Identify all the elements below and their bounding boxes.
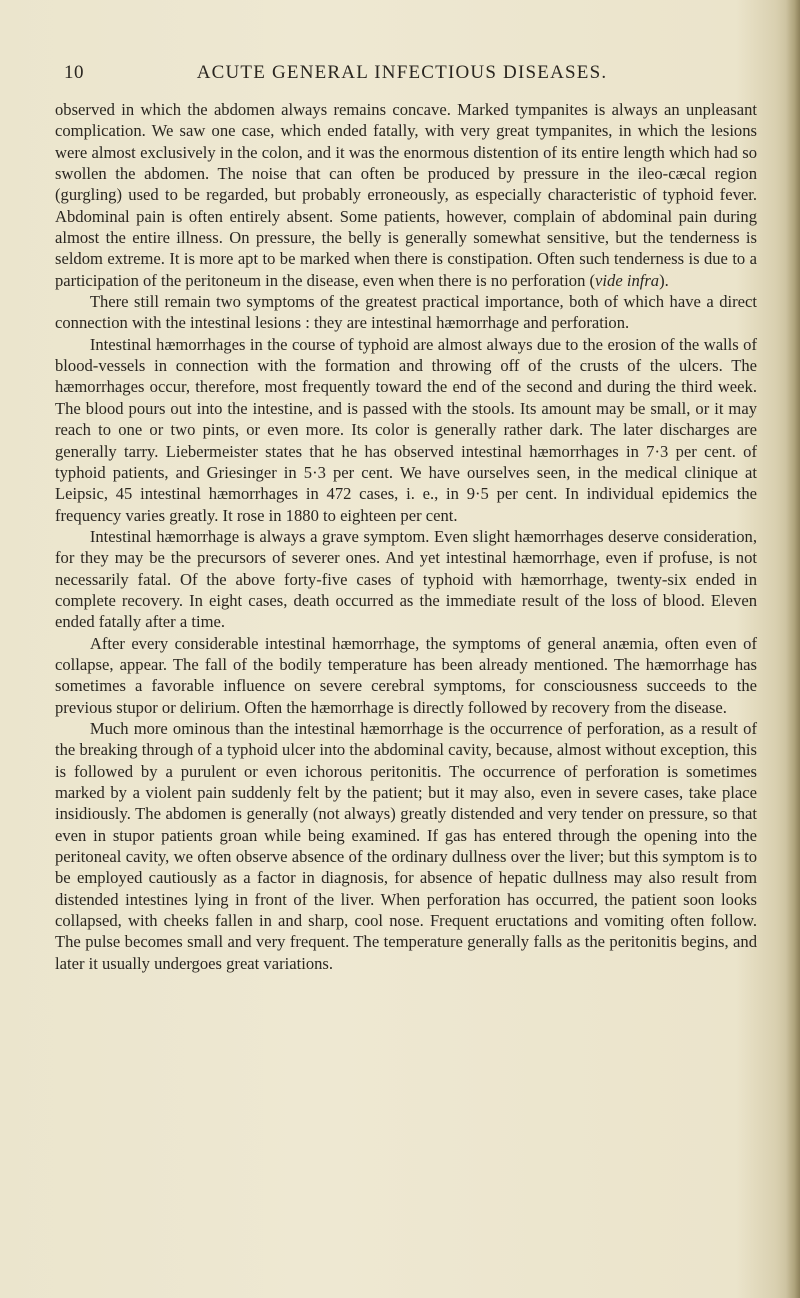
paragraph-2: There still remain two symptoms of the greatest practical importance, both of which have a direct connection with the intestinal lesions : they are intestinal hæmorrhage and perforation.: [55, 292, 757, 333]
page-edge-shadow: [786, 0, 800, 1298]
paragraph-1-tail: ).: [659, 270, 669, 290]
paragraph-1-italic: vide infra: [595, 270, 660, 290]
paragraph-6: Much more ominous than the intestinal hæmorrhage is the occurrence of perforation, as a result of the breaking through of a typhoid ulcer into the abdominal cavity, because, almost without exception, this is followed by a purulent or even ichorous peritonitis. The occurrence of perforation is sometimes marked by a violent pain suddenly felt by the patient; but it may also, even in severe cases, take place insidiously. The abdomen is generally (not always) greatly distended and very tender on pressure, so that even in stupor patients groan while being examined. If gas has entered through the opening into the peritoneal cavity, we often observe absence of the ordinary dullness over the liver; but this symptom is to be employed cautiously as a factor in diagnosis, for absence of hepatic dullness may also result from distended intestines lying in front of the liver. When perforation has occurred, the patient soon looks collapsed, with cheeks fallen in and sharp, cool nose. Frequent eructations and vomiting often follow. The pulse becomes small and very frequent. The temperature generally falls as the peritonitis begins, and later it usually undergoes great variations.: [55, 718, 757, 973]
page-number: 10: [64, 62, 84, 83]
paragraph-5: After every considerable intestinal hæmorrhage, the symptoms of general anæmia, often even of collapse, appear. The fall of the bodily temperature has been already mentioned. The hæmorrhage has sometimes a favorable influence on severe cerebral symptoms, for consciousness succeeds to the previous stupor or delirium. Often the hæmorrhage is directly followed by recovery from the disease.: [55, 633, 757, 717]
paragraph-1-text: observed in which the abdomen always remains concave. Marked tympanites is always an unpleasant complication. We saw one case, which ended fatally, with very great tympanites, in which the lesions were almost exclusively in the colon, and it was the enormous distention of its entire length which had so swollen the abdomen. The noise that can often be produced by pressure in the ileo-cæcal region (gurgling) used to be regarded, but probably erroneously, as especially characteristic of typhoid fever. Abdominal pain is often entirely absent. Some patients, however, complain of abdominal pain during almost the entire illness. On pressure, the belly is generally somewhat sensitive, but the tenderness is seldom extreme. It is more apt to be marked when there is constipation. Often such tenderness is due to a participation of the peritoneum in the disease, even when there is no perforation (: [55, 100, 757, 290]
running-title: ACUTE GENERAL INFECTIOUS DISEASES.: [196, 62, 608, 83]
running-head: [52, 62, 752, 88]
body-text: [55, 99, 757, 974]
paragraph-1: [55, 99, 757, 291]
paragraph-3: Intestinal hæmorrhages in the course of typhoid are almost always due to the erosion of the walls of blood-vessels in connection with the formation and throwing off of the crusts of the ulcers. The hæmorrhages occur, therefore, most frequently toward the end of the second and during the third week. The blood pours out into the intestine, and is passed with the stools. Its amount may be small, or it may reach to one or two pints, or even more. Its color is generally rather dark. The later discharges are generally tarry. Liebermeister states that he has observed intestinal hæmorrhages in 7·3 per cent. of typhoid patients, and Griesinger in 5·3 per cent. We have ourselves seen, in the medical clinique at Leipsic, 45 intestinal hæmorrhages in 472 cases, i. e., in 9·5 per cent. In individual epidemics the frequency varies greatly. It rose in 1880 to eighteen per cent.: [55, 334, 757, 525]
paragraph-4: Intestinal hæmorrhage is always a grave symptom. Even slight hæmorrhages deserve consideration, for they may be the precursors of severer ones. And yet intestinal hæmorrhage, even if profuse, is not necessarily fatal. Of the above forty-five cases of typhoid with hæmorrhage, twenty-six ended in complete recovery. In eight cases, death occurred as the immediate result of the loss of blood. Eleven ended fatally after a time.: [55, 526, 757, 632]
